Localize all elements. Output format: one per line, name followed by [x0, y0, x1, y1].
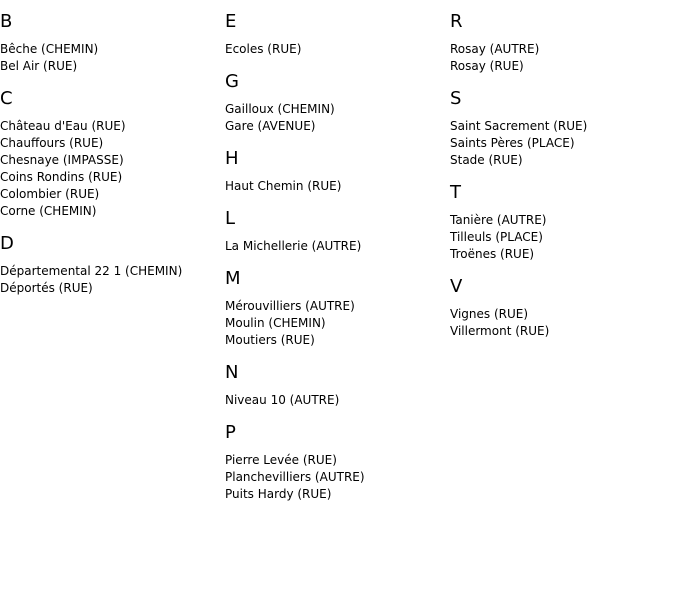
- street-list: [0, 118, 220, 220]
- street-link[interactable]: Bêche (CHEMIN): [0, 42, 99, 56]
- street-link[interactable]: Pierre Levée (RUE): [225, 453, 337, 467]
- street-link[interactable]: Tanière (AUTRE): [450, 213, 547, 227]
- street-link[interactable]: Moulin (CHEMIN): [225, 316, 326, 330]
- letter-group: [450, 88, 670, 169]
- street-list: [225, 41, 445, 58]
- street-link[interactable]: Départemental 22 1 (CHEMIN): [0, 264, 183, 278]
- letter-heading: R: [450, 11, 463, 32]
- street-link[interactable]: Château d'Eau (RUE): [0, 119, 126, 133]
- letter-group: [225, 268, 445, 349]
- street-link[interactable]: Stade (RUE): [450, 153, 523, 167]
- street-link[interactable]: La Michellerie (AUTRE): [225, 239, 362, 253]
- letter-group: [0, 11, 220, 75]
- street-link[interactable]: Saint Sacrement (RUE): [450, 119, 588, 133]
- street-list: [225, 452, 445, 503]
- letter-heading: D: [0, 233, 14, 254]
- street-list: [450, 212, 670, 263]
- street-list: [0, 41, 220, 75]
- letter-heading: V: [450, 276, 463, 297]
- street-list: [225, 238, 445, 255]
- street-list: [225, 298, 445, 349]
- letter-heading: B: [0, 11, 13, 32]
- letter-group: [225, 422, 445, 503]
- street-link[interactable]: Corne (CHEMIN): [0, 204, 97, 218]
- street-link[interactable]: Rosay (AUTRE): [450, 42, 540, 56]
- letter-heading: P: [225, 422, 236, 443]
- index-column: [450, 0, 670, 353]
- letter-group: [450, 276, 670, 340]
- street-link[interactable]: Déportés (RUE): [0, 281, 93, 295]
- letter-heading: C: [0, 88, 13, 109]
- letter-heading: E: [225, 11, 237, 32]
- street-link[interactable]: Bel Air (RUE): [0, 59, 78, 73]
- street-link[interactable]: Chesnaye (IMPASSE): [0, 153, 124, 167]
- street-link[interactable]: Villermont (RUE): [450, 324, 550, 338]
- letter-group: [450, 182, 670, 263]
- letter-heading: T: [450, 182, 461, 203]
- letter-heading: H: [225, 148, 239, 169]
- letter-group: [225, 362, 445, 409]
- street-link[interactable]: Moutiers (RUE): [225, 333, 315, 347]
- street-link[interactable]: Puits Hardy (RUE): [225, 487, 332, 501]
- street-link[interactable]: Chauffours (RUE): [0, 136, 104, 150]
- letter-group: [0, 233, 220, 297]
- letter-group: [450, 11, 670, 75]
- letter-group: [225, 208, 445, 255]
- letter-group: [225, 11, 445, 58]
- street-link[interactable]: Coins Rondins (RUE): [0, 170, 123, 184]
- street-list: [450, 306, 670, 340]
- letter-heading: G: [225, 71, 239, 92]
- street-list: [450, 118, 670, 169]
- street-link[interactable]: Rosay (RUE): [450, 59, 524, 73]
- letter-group: [225, 71, 445, 135]
- street-link[interactable]: Tilleuls (PLACE): [450, 230, 543, 244]
- street-link[interactable]: Gailloux (CHEMIN): [225, 102, 335, 116]
- street-link[interactable]: Troënes (RUE): [450, 247, 535, 261]
- letter-group: [225, 148, 445, 195]
- letter-group: [0, 88, 220, 220]
- street-list: [0, 263, 220, 297]
- street-link[interactable]: Colombier (RUE): [0, 187, 100, 201]
- street-link[interactable]: Gare (AVENUE): [225, 119, 316, 133]
- street-link[interactable]: Saints Pères (PLACE): [450, 136, 575, 150]
- index-column: [0, 0, 220, 310]
- letter-heading: M: [225, 268, 241, 289]
- street-link[interactable]: Planchevilliers (AUTRE): [225, 470, 365, 484]
- letter-heading: L: [225, 208, 236, 229]
- street-list: [225, 178, 445, 195]
- index-column: [225, 0, 445, 516]
- street-link[interactable]: Ecoles (RUE): [225, 42, 302, 56]
- street-link[interactable]: Haut Chemin (RUE): [225, 179, 342, 193]
- street-link[interactable]: Niveau 10 (AUTRE): [225, 393, 340, 407]
- street-link[interactable]: Mérouvilliers (AUTRE): [225, 299, 355, 313]
- street-list: [225, 392, 445, 409]
- street-link[interactable]: Vignes (RUE): [450, 307, 529, 321]
- street-list: [450, 41, 670, 75]
- letter-heading: N: [225, 362, 239, 383]
- street-list: [225, 101, 445, 135]
- letter-heading: S: [450, 88, 462, 109]
